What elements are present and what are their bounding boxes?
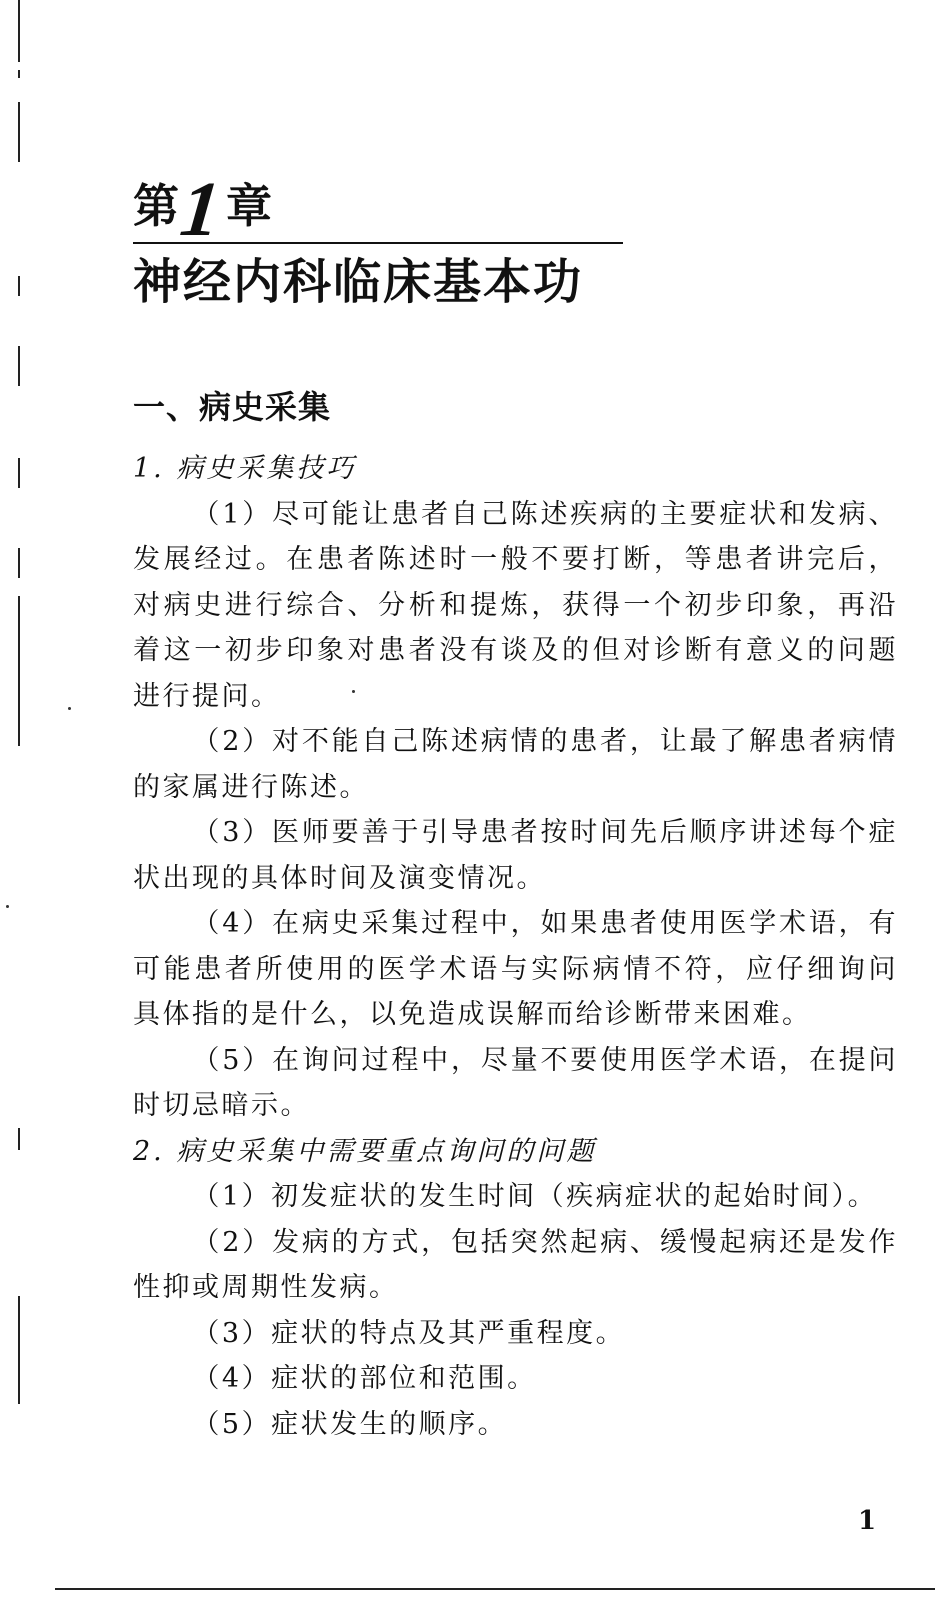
scan-margin-line bbox=[18, 102, 20, 162]
scan-margin-line bbox=[18, 276, 20, 296]
paragraph: （4）在病史采集过程中，如果患者使用医学术语，有可能患者所使用的医学术语与实际病情不符，应仔细询问具体指的是什么，以免造成误解而给诊断带来困难。 bbox=[133, 908, 898, 1030]
subsection-heading: 2. 病史采集中需要重点询问的问题 bbox=[133, 1135, 597, 1167]
scan-dot bbox=[6, 905, 9, 908]
section-title: 一、病史采集 bbox=[133, 388, 332, 426]
paragraph: （2）对不能自己陈述病情的患者，让最了解患者病情的家属进行陈述。 bbox=[133, 726, 898, 803]
scan-dot bbox=[68, 707, 71, 710]
subsection-heading: 1. 病史采集技巧 bbox=[133, 453, 357, 484]
scan-margin-line bbox=[18, 596, 20, 746]
list-item: （3）症状的特点及其严重程度。 bbox=[192, 1317, 626, 1349]
chapter-prefix: 第 bbox=[133, 179, 179, 233]
scan-margin-line bbox=[18, 1296, 20, 1404]
scan-margin-line bbox=[18, 346, 20, 386]
scan-margin-line bbox=[18, 1128, 20, 1150]
list-item: （2）发病的方式，包括突然起病、缓慢起病还是发作性抑或周期性发病。 bbox=[133, 1226, 898, 1303]
list-item: （5）症状发生的顺序。 bbox=[192, 1408, 508, 1440]
paragraph: （1）尽可能让患者自己陈述疾病的主要症状和发病、发展经过。在患者陈述时一般不要打断，等患者讲完后，对病史进行综合、分析和提炼，获得一个初步印象，再沿着这一初步印象对患者没有谈及的但对诊断有意义的问题进行提问。 bbox=[133, 498, 898, 712]
scan-margin-line bbox=[18, 548, 20, 578]
body-text bbox=[133, 446, 898, 1447]
scan-margin-line bbox=[18, 0, 20, 62]
chapter-heading bbox=[133, 165, 623, 314]
scan-margin-line bbox=[18, 458, 20, 488]
list-item: （1）初发症状的发生时间（疾病症状的起始时间）。 bbox=[192, 1181, 878, 1212]
paragraph: （5）在询问过程中，尽量不要使用医学术语，在提问时切忌暗示。 bbox=[133, 1044, 898, 1121]
chapter-label bbox=[133, 165, 623, 252]
chapter-number: 1 bbox=[176, 165, 225, 252]
list-item: （4）症状的部位和范围。 bbox=[192, 1363, 537, 1394]
paragraph: （3）医师要善于引导患者按时间先后顺序讲述每个症状出现的具体时间及演变情况。 bbox=[133, 817, 898, 894]
chapter-title: 神经内科临床基本功 bbox=[133, 254, 584, 310]
page-number: 1 bbox=[858, 1506, 877, 1536]
chapter-suffix: 章 bbox=[226, 179, 272, 233]
bottom-rule bbox=[55, 1588, 935, 1590]
scan-margin-line bbox=[18, 70, 20, 78]
